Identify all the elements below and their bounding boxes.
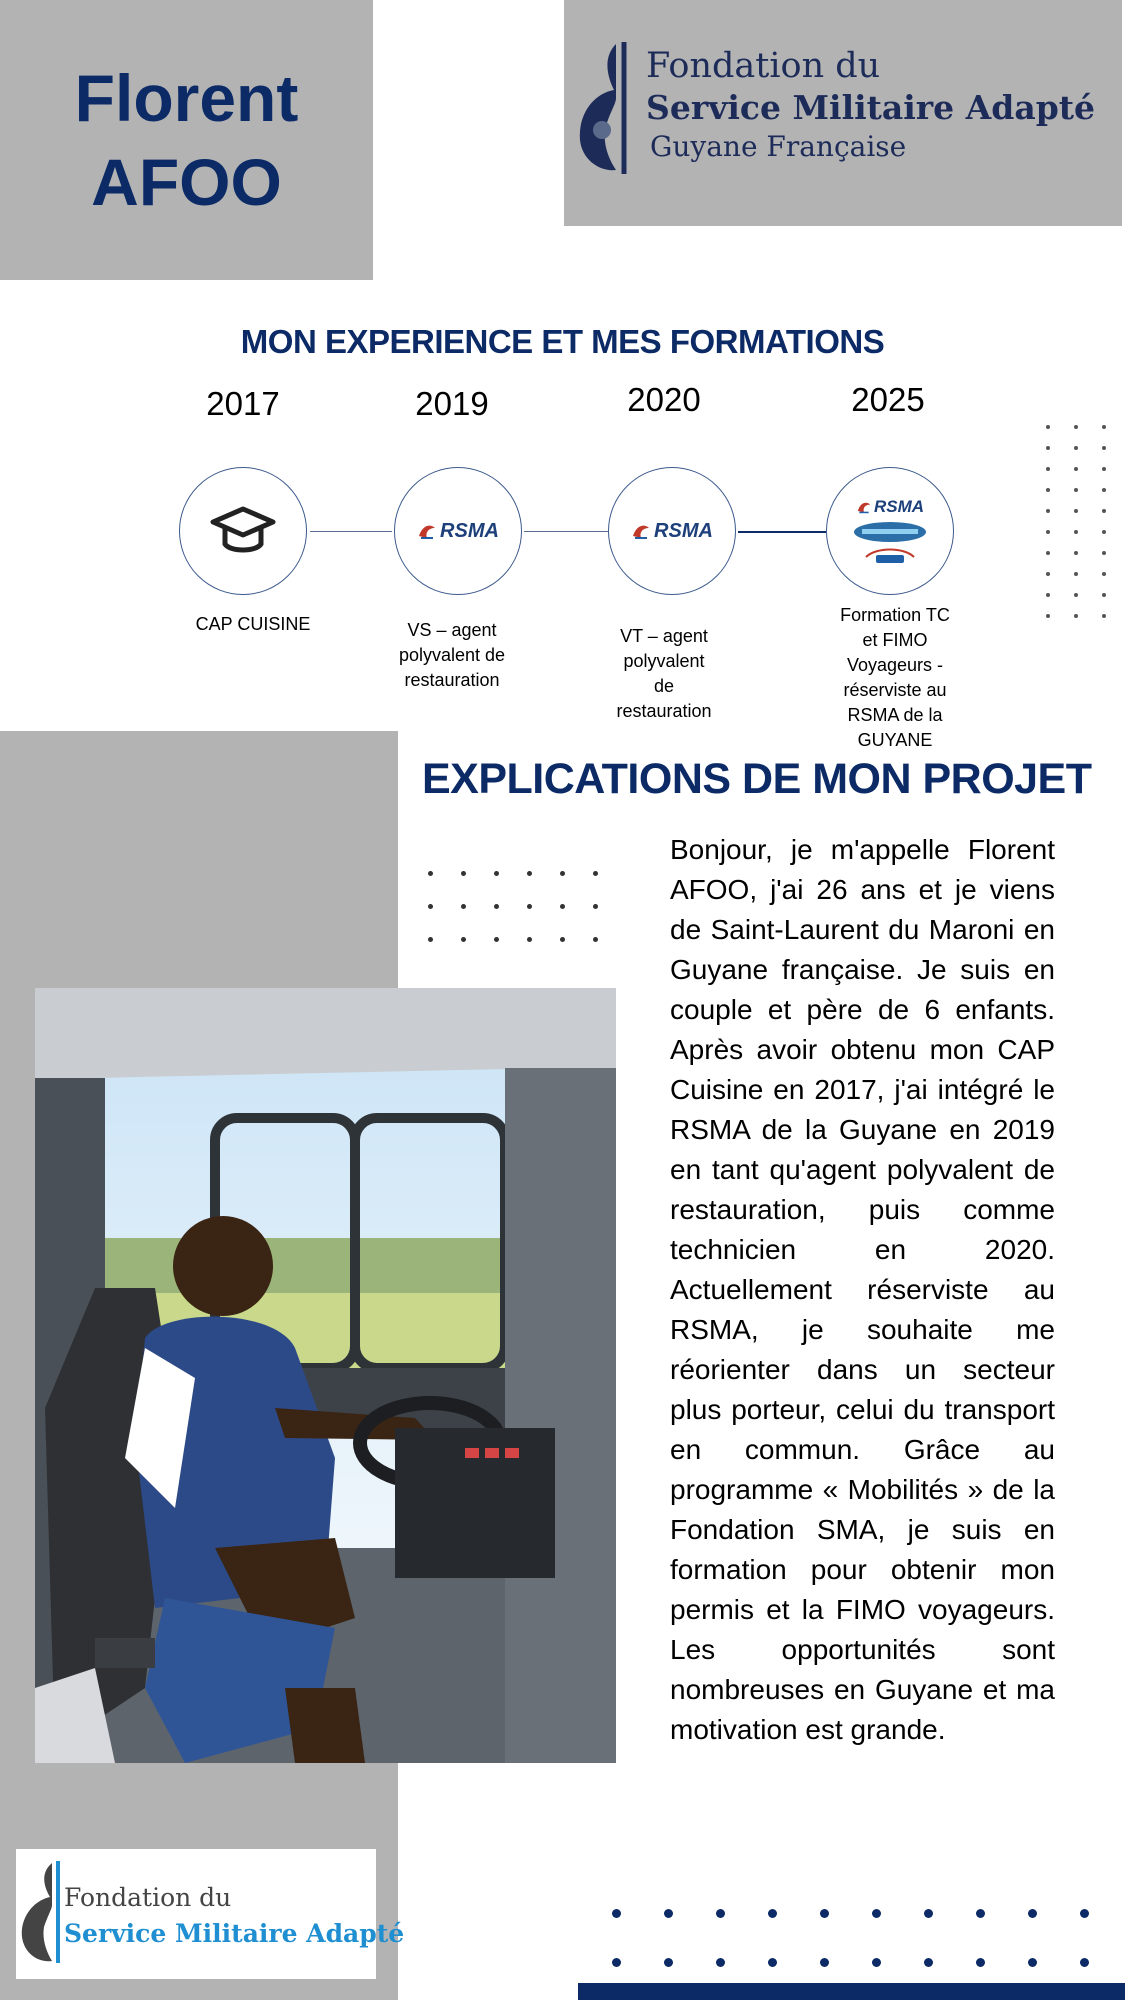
training-org-logo-icon — [862, 547, 918, 565]
rsma-logo-text: RSMA — [654, 519, 713, 542]
rsma-logo-text: RSMA — [440, 519, 499, 542]
year-2025: 2025 — [851, 381, 925, 418]
project-paragraph: Bonjour, je m'appelle Florent AFOO, j'ai 26 ans et je viens de Saint-Laurent du Maroni en Guyane française. Je suis en couple et père de 6 enfants. Après avoir obtenu mon CAP Cuisine en 2017, j'ai intégré le RSMA de la Guyane en 2019 en tant qu'agent polyvalent de restauration, puis comme technicien en 2020. Actuellement réserviste au RSMA, je souhaite me réorienter dans un secteur plus porteur, celui du transport en commun. Grâce au programme « Mobilités » de la Fondation SMA, je suis en formation pour obtenir mon permis et la FIMO voyageurs. Les opportunités sont nombreuses en Guyane et ma motivation est grande. — [670, 834, 1055, 1745]
rsma-logo — [417, 520, 499, 543]
first-name: Florent — [74, 61, 299, 135]
sma-emblem-icon — [572, 38, 644, 178]
year-2020: 2020 — [627, 381, 701, 418]
foundation-logo-small — [16, 1849, 405, 1979]
rsma-emblem-icon — [417, 522, 437, 540]
step-label-2019: VS – agent polyvalent de restauration — [398, 620, 506, 690]
last-name: AFOO — [91, 145, 282, 219]
timeline-connector — [738, 531, 826, 533]
step-label-2017: CAP CUISINE — [195, 614, 311, 634]
step-circle-2025 — [826, 467, 954, 595]
year-2019: 2019 — [415, 385, 489, 422]
timeline-connector — [310, 531, 392, 532]
step-circle-2017 — [179, 467, 307, 595]
graduation-cap-icon — [210, 506, 276, 556]
name-block — [0, 0, 373, 280]
step-label-2020: VT – agent polyvalent de restauration — [616, 626, 712, 721]
timeline-connector — [524, 531, 610, 532]
bottom-accent-bar — [578, 1983, 1125, 2000]
rsma-logo — [631, 520, 713, 543]
sma-emblem-icon — [18, 1857, 68, 1967]
logo-line-3: Guyane Française — [650, 130, 907, 163]
transport-company-logo-icon — [852, 521, 928, 543]
logo-line-2: Service Militaire Adapté — [646, 88, 1096, 127]
driver-photo — [35, 988, 616, 1763]
small-logo-line-1: Fondation du — [64, 1883, 232, 1912]
step-circle-2019 — [394, 467, 522, 595]
project-title: EXPLICATIONS DE MON PROJET — [422, 755, 1092, 803]
foundation-logo — [564, 0, 1122, 226]
rsma-logo-text: RSMA — [873, 497, 925, 516]
decorative-dot-grid — [1046, 425, 1108, 618]
step-circle-2020 — [608, 467, 736, 595]
year-2017: 2017 — [206, 385, 280, 422]
rsma-emblem-icon — [631, 522, 651, 540]
decorative-dot-grid — [422, 865, 605, 948]
small-logo-line-2: Service Militaire Adapté — [64, 1919, 405, 1948]
experience-title: MON EXPERIENCE ET MES FORMATIONS — [240, 323, 885, 360]
rsma-logo — [856, 497, 924, 517]
decorative-dot-grid — [612, 1909, 1090, 1967]
step-label-2025: Formation TC et FIMO Voyageurs - réserviste au RSMA de la GUYANE — [840, 605, 950, 750]
rsma-emblem-icon — [856, 500, 872, 514]
logo-line-1: Fondation du — [646, 46, 881, 86]
